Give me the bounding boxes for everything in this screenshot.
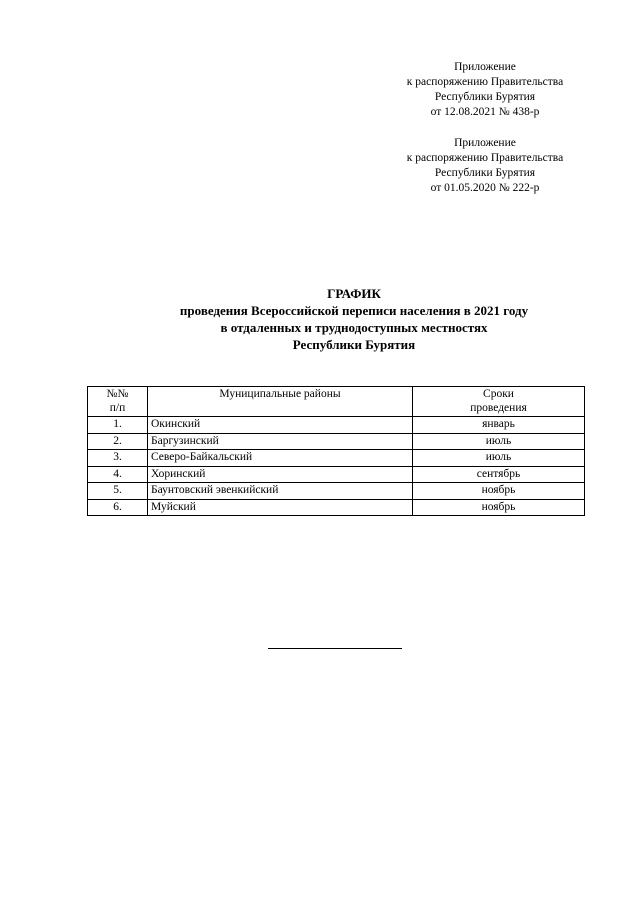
header-period <box>413 387 585 417</box>
table-row <box>88 417 585 434</box>
header-number-line1: №№ <box>106 388 129 400</box>
appendix-label: Приложение <box>454 61 516 73</box>
table-row <box>88 450 585 467</box>
appendix-region: Республики Бурятия <box>434 91 536 103</box>
row-number: 2. <box>88 433 148 450</box>
header-period-line2: проведения <box>470 401 527 414</box>
end-of-document-rule <box>268 648 402 649</box>
title-subject: проведения Всероссийской переписи населения в 2021 году <box>179 303 529 318</box>
row-number: 3. <box>88 450 148 467</box>
appendix-order-type: к распоряжению Правительства <box>406 76 564 88</box>
title-heading: ГРАФИК <box>327 286 381 301</box>
appendix-block-current <box>330 60 640 120</box>
row-period: июль <box>413 450 585 467</box>
row-number: 1. <box>88 417 148 434</box>
header-period-line1: Сроки <box>483 388 514 400</box>
appendix-order-type: к распоряжению Правительства <box>406 152 564 164</box>
header-district: Муниципальные районы <box>148 387 413 417</box>
table-row <box>88 433 585 450</box>
row-district: Муйский <box>148 499 413 516</box>
row-period: июль <box>413 433 585 450</box>
row-period: сентябрь <box>413 466 585 483</box>
schedule-table <box>87 386 585 516</box>
table-row <box>88 483 585 500</box>
row-district: Окинский <box>148 417 413 434</box>
row-number: 6. <box>88 499 148 516</box>
row-period: январь <box>413 417 585 434</box>
appendix-block-original <box>330 136 640 196</box>
row-number: 5. <box>88 483 148 500</box>
row-period: ноябрь <box>413 499 585 516</box>
header-number <box>88 387 148 417</box>
appendix-order-date: от 12.08.2021 № 438-р <box>430 106 540 118</box>
appendix-order-date: от 01.05.2020 № 222-р <box>430 182 540 194</box>
header-number-line2: п/п <box>109 401 126 414</box>
appendix-region: Республики Бурятия <box>434 167 536 179</box>
title-scope: в отдаленных и труднодоступных местностях <box>220 320 488 335</box>
row-district: Баргузинский <box>148 433 413 450</box>
appendix-label: Приложение <box>454 137 516 149</box>
table-header-row <box>88 387 585 417</box>
row-district: Баунтовский эвенкийский <box>148 483 413 500</box>
title-region: Республики Бурятия <box>292 337 416 352</box>
table-row <box>88 466 585 483</box>
document-title <box>100 285 608 353</box>
row-period: ноябрь <box>413 483 585 500</box>
row-number: 4. <box>88 466 148 483</box>
row-district: Северо-Байкальский <box>148 450 413 467</box>
table-row <box>88 499 585 516</box>
row-district: Хоринский <box>148 466 413 483</box>
